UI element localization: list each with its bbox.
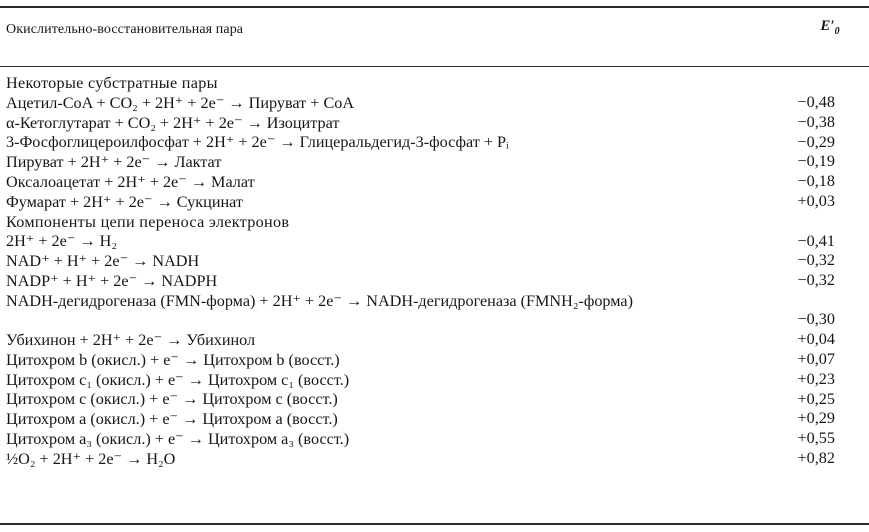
table-row	[0, 232, 869, 252]
potential-value: +0,23	[797, 369, 835, 388]
header-standard-potential	[810, 18, 850, 37]
table-row	[0, 450, 869, 470]
table-row	[0, 173, 869, 193]
potential-value: −0,32	[797, 251, 835, 270]
potential-value: −0,41	[797, 231, 835, 250]
section-title-substrate-pairs: Некоторые субстратные пары	[6, 74, 218, 92]
table-row	[0, 133, 869, 153]
redox-pair-equation: Цитохром a (окисл.) + e⁻ → Цитохром a (восст.)	[6, 410, 338, 429]
redox-pair-equation: α-Кетоглутарат + CO₂ + 2H⁺ + 2e⁻ → Изоцитрат	[6, 113, 340, 132]
redox-pair-equation: NADH-дегидрогеназа (FMN-форма) + 2H⁺ + 2e⁻ → NADH-дегидрогеназа (FMNH₂-форма)	[6, 291, 633, 310]
potential-value: +0,25	[797, 389, 835, 408]
redox-pair-equation: Фумарат + 2H⁺ + 2e⁻ → Сукцинат	[6, 192, 243, 211]
potential-value: +0,82	[797, 449, 835, 468]
table-row	[0, 272, 869, 292]
redox-pair-equation: ½O₂ + 2H⁺ + 2e⁻ → H₂O	[6, 449, 176, 468]
potential-value: −0,30	[797, 310, 835, 329]
table-row	[0, 193, 869, 213]
redox-pair-equation: Ацетил-CoA + CO₂ + 2H⁺ + 2e⁻ → Пируват + CoA	[6, 93, 355, 112]
potential-value: +0,04	[797, 330, 835, 349]
redox-pair-equation: Оксалоацетат + 2H⁺ + 2e⁻ → Малат	[6, 172, 255, 191]
redox-pair-equation: Цитохром c₁ (окисл.) + e⁻ → Цитохром c₁ (восст.)	[6, 370, 350, 389]
header-potential-symbol: E	[820, 18, 831, 34]
potential-value: −0,19	[797, 152, 835, 171]
bottom-rule	[0, 523, 869, 525]
table-row	[0, 153, 869, 173]
redox-pair-equation: Убихинон + 2H⁺ + 2e⁻ → Убихинол	[6, 330, 256, 349]
table-row	[0, 114, 869, 134]
table-row	[0, 292, 869, 331]
redox-pair-equation: NAD⁺ + H⁺ + 2e⁻ → NADH	[6, 252, 200, 271]
table-row	[0, 371, 869, 391]
table-row	[0, 430, 869, 450]
table-row	[0, 351, 869, 371]
redox-pair-equation: Цитохром c (окисл.) + e⁻ → Цитохром c (восст.)	[6, 390, 338, 409]
potential-value: +0,55	[797, 429, 835, 448]
table-row	[0, 213, 869, 233]
table-row	[0, 94, 869, 114]
table-row	[0, 252, 869, 272]
redox-pair-equation: NADP⁺ + H⁺ + 2e⁻ → NADPH	[6, 271, 218, 290]
potential-value: −0,18	[797, 172, 835, 191]
table-body	[0, 74, 869, 470]
header-redox-pair: Окислительно-восстановительная пара	[6, 22, 244, 37]
potential-value: +0,29	[797, 409, 835, 428]
header-rule	[0, 66, 869, 67]
table-row	[0, 410, 869, 430]
table-row	[0, 74, 869, 94]
section-title-electron-transport: Компоненты цепи переноса электронов	[6, 212, 290, 231]
redox-pair-equation: Пируват + 2H⁺ + 2e⁻ → Лактат	[6, 153, 222, 172]
redox-pair-equation: 3-Фосфоглицероилфосфат + 2H⁺ + 2e⁻ → Глицеральдегид-3-фосфат + Pᵢ	[6, 133, 509, 152]
top-rule	[0, 6, 869, 8]
potential-value: −0,38	[797, 112, 835, 131]
redox-pair-equation: Цитохром b (окисл.) + e⁻ → Цитохром b (восст.)	[6, 350, 340, 369]
potential-value: +0,07	[797, 350, 835, 369]
potential-value: +0,03	[797, 192, 835, 211]
redox-pair-equation: Цитохром a₃ (окисл.) + e⁻ → Цитохром a₃ (восст.)	[6, 429, 350, 448]
header-potential-subscript: 0	[834, 26, 840, 37]
table-row	[0, 331, 869, 351]
redox-pair-equation: 2H⁺ + 2e⁻ → H₂	[6, 232, 117, 251]
header-potential-prime: ′	[830, 18, 835, 34]
potential-value: −0,32	[797, 271, 835, 290]
table-row	[0, 390, 869, 410]
potential-value: −0,48	[797, 93, 835, 112]
potential-value: −0,29	[797, 132, 835, 151]
